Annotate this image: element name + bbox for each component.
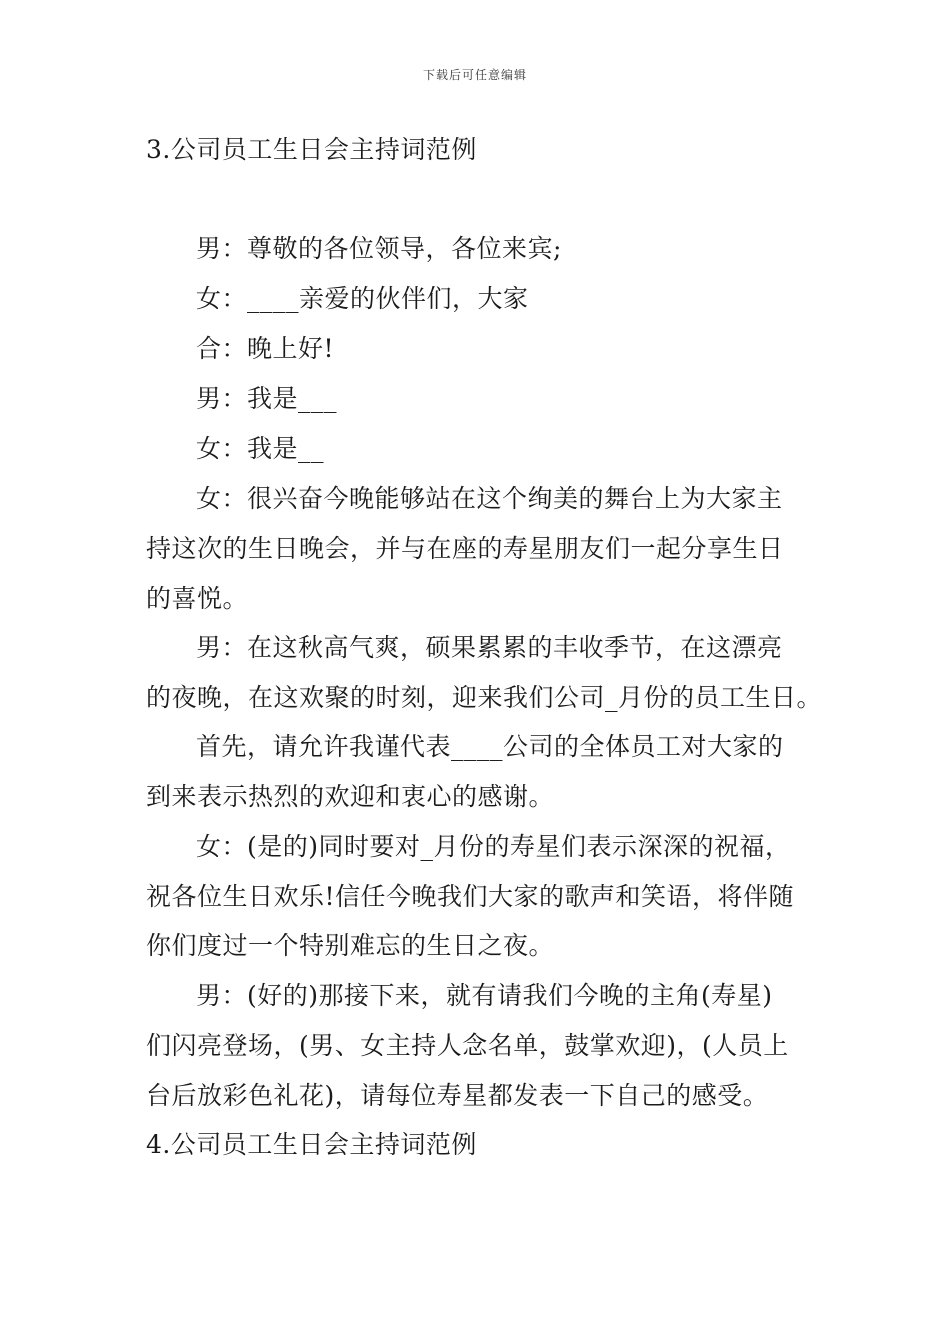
paragraph-line: 祝各位生日欢乐!信任今晚我们大家的歌声和笑语，将伴随	[146, 882, 795, 911]
section-4-title: 4.公司员工生日会主持词范例	[146, 1130, 477, 1159]
paragraph-line: 持这次的生日晚会，并与在座的寿星朋友们一起分享生日	[146, 534, 784, 563]
dialogue-line: 女：____亲爱的伙伴们，大家	[196, 284, 529, 313]
paragraph-line: 的夜晚，在这欢聚的时刻，迎来我们公司_月份的员工生日。	[146, 683, 823, 712]
paragraph-line: 女：(是的)同时要对_月份的寿星们表示深深的祝福，	[196, 832, 791, 861]
paragraph-line: 到来表示热烈的欢迎和衷心的感谢。	[146, 782, 555, 811]
header-note: 下载后可任意编辑	[422, 68, 527, 82]
paragraph-line: 男：在这秋高气爽，硕果累累的丰收季节，在这漂亮	[196, 633, 783, 662]
dialogue-line: 合：晚上好!	[196, 334, 335, 363]
paragraph-line: 男：(好的)那接下来，就有请我们今晚的主角(寿星)	[196, 981, 773, 1010]
paragraph-line: 的喜悦。	[146, 584, 249, 613]
section-3-title: 3.公司员工生日会主持词范例	[146, 135, 477, 164]
paragraph-line: 女：很兴奋今晚能够站在这个绚美的舞台上为大家主	[196, 484, 783, 513]
paragraph-line: 首先，请允许我谨代表____公司的全体员工对大家的	[196, 732, 784, 761]
paragraph-line: 你们度过一个特别难忘的生日之夜。	[146, 931, 555, 960]
paragraph-line: 台后放彩色礼花)，请每位寿星都发表一下自己的感受。	[146, 1081, 769, 1110]
paragraph-line: 们闪亮登场，(男、女主持人念名单，鼓掌欢迎)，(人员上	[146, 1031, 789, 1060]
dialogue-line: 男：我是___	[196, 384, 338, 413]
dialogue-line: 女：我是__	[196, 434, 325, 463]
dialogue-line: 男：尊敬的各位领导，各位来宾;	[196, 234, 562, 263]
